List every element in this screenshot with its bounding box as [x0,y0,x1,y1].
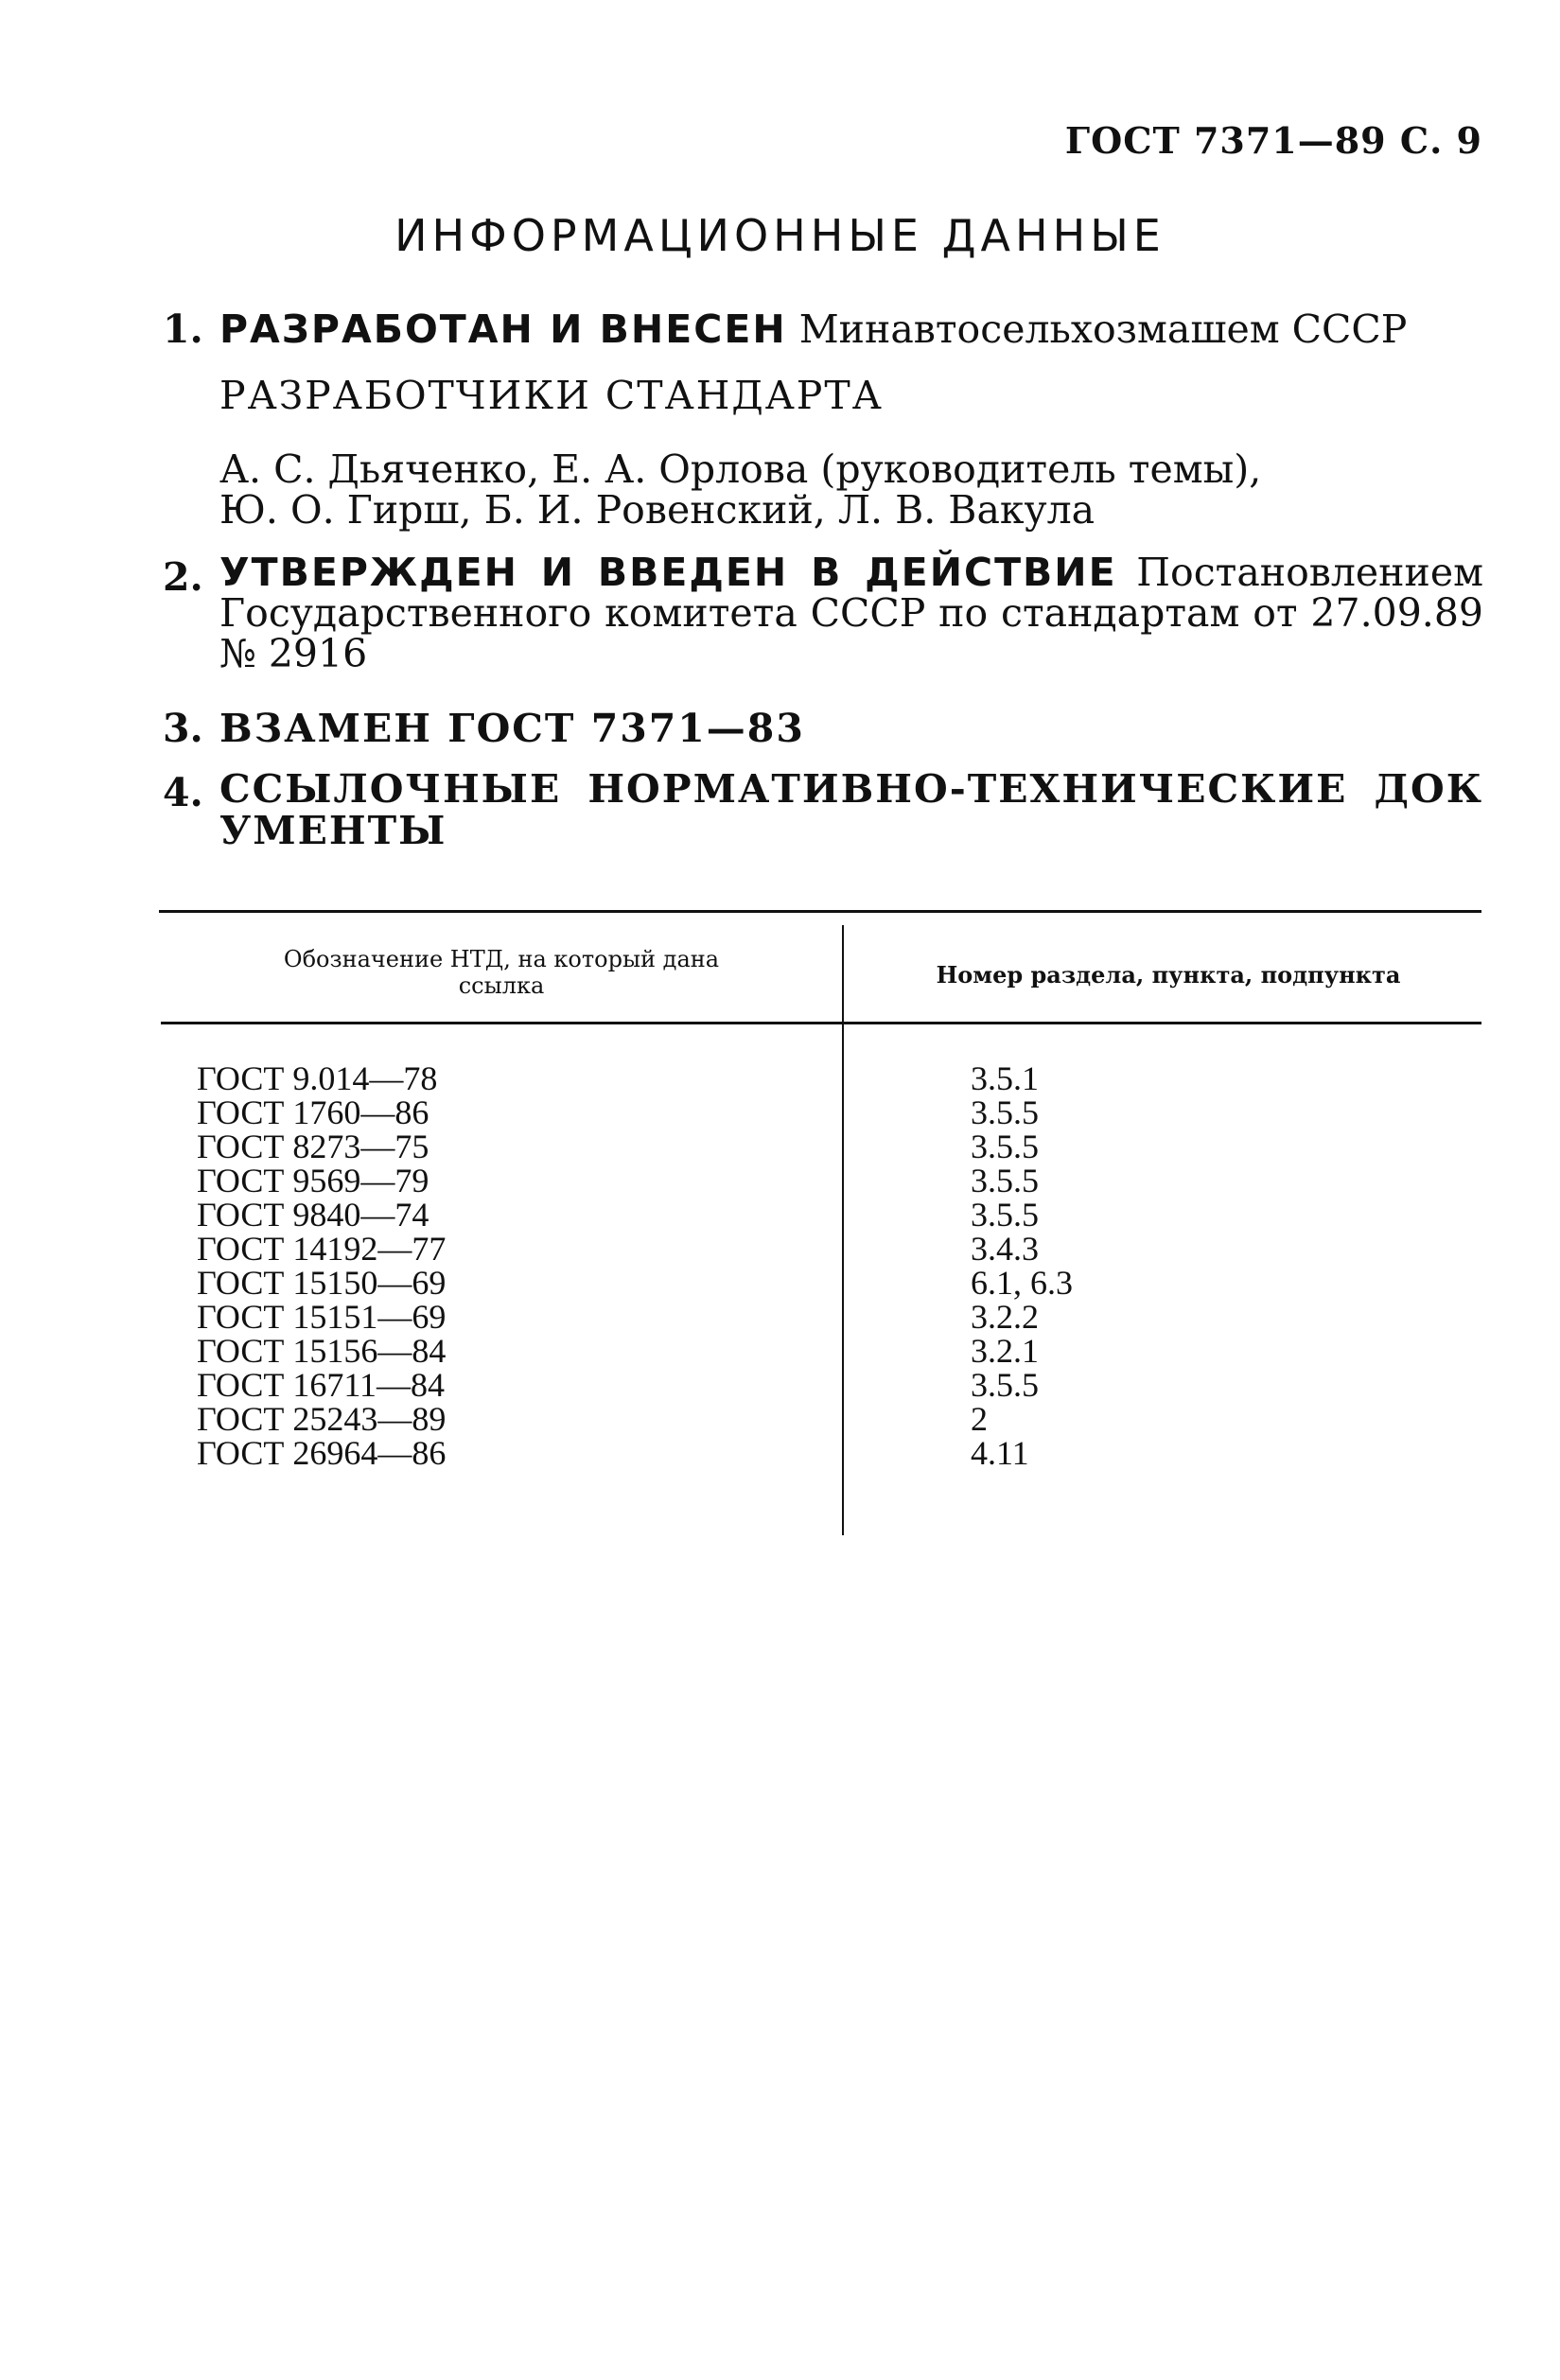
table-cell: 3.5.5 [971,1128,1039,1165]
table-row: ГОСТ 9840—74 [197,1196,429,1234]
section-1-text: Минавтосельхозмашем СССР [798,306,1408,352]
table-row: ГОСТ 15151—69 [197,1298,447,1336]
table-row: ГОСТ 14192—77 [197,1230,447,1268]
table-row: ГОСТ 9569—79 [197,1162,429,1199]
table-row: ГОСТ 16711—84 [197,1366,446,1404]
section-2-heading: УТВЕРЖДЕН И ВВЕДЕН В ДЕЙСТВИЕ [219,550,1117,595]
table-cell: 3.2.1 [971,1332,1039,1370]
table-row: ГОСТ 8273—75 [197,1128,429,1165]
table-cell: 3.2.2 [971,1298,1039,1336]
section-4-text: ССЫЛОЧНЫЕ НОРМАТИВНО-ТЕХНИЧЕСКИЕ ДОКУМЕНТЫ [219,766,1483,853]
section-4-number: 4. [163,770,203,815]
table-cell: 3.5.1 [971,1059,1039,1097]
section-3-text: ВЗАМЕН ГОСТ 7371—83 [219,706,805,751]
section-2-body [219,552,1483,674]
column-header-designation: Обозначение НТД, на который дана ссылка [283,946,720,999]
column-header-section: Номер раздела, пункта, подпункта [936,961,1401,989]
table-row: ГОСТ 1760—86 [197,1094,429,1131]
page-header-ref: ГОСТ 7371—89 С. 9 [1064,119,1482,162]
table-cell: 3.5.5 [971,1196,1039,1234]
section-1-number: 1. [163,306,203,352]
table-row: ГОСТ 15150—69 [197,1264,447,1302]
authors-line-2: Ю. О. Гирш, Б. И. Ровенский, Л. В. Вакула [219,487,1096,533]
table-cell: 3.5.5 [971,1366,1039,1404]
page-title: ИНФОРМАЦИОННЫЕ ДАННЫЕ [394,210,1166,261]
table-column-divider [842,925,844,1535]
table-cell: 6.1, 6.3 [971,1264,1073,1302]
table-cell: 2 [971,1400,988,1438]
table-cell: 3.5.5 [971,1162,1039,1199]
table-column-designation [197,1061,446,1470]
table-cell: 3.5.5 [971,1094,1039,1131]
section-1 [163,305,1483,354]
table-header-rule [161,1022,1481,1024]
section-3-number: 3. [163,706,203,751]
table-row: ГОСТ 15156—84 [197,1332,447,1370]
section-2-text: Постановлением Государственного комитета СССР по стандартам от 27.09.89 № 2916 [219,550,1483,676]
table-cell: 3.4.3 [971,1230,1039,1268]
section-2-number: 2. [163,554,203,600]
developers-heading: РАЗРАБОТЧИКИ СТАНДАРТА [219,373,884,418]
table-row: ГОСТ 9.014—78 [197,1059,438,1097]
table-column-section [971,1061,1073,1470]
table-row: ГОСТ 26964—86 [197,1434,447,1472]
table-cell: 4.11 [971,1434,1029,1472]
section-1-heading: РАЗРАБОТАН И ВНЕСЕН [219,306,787,352]
table-row: ГОСТ 25243—89 [197,1400,447,1438]
table-top-rule [159,910,1481,913]
authors-line-1: А. С. Дьяченко, Е. А. Орлова (руководитель темы), [219,446,1262,492]
